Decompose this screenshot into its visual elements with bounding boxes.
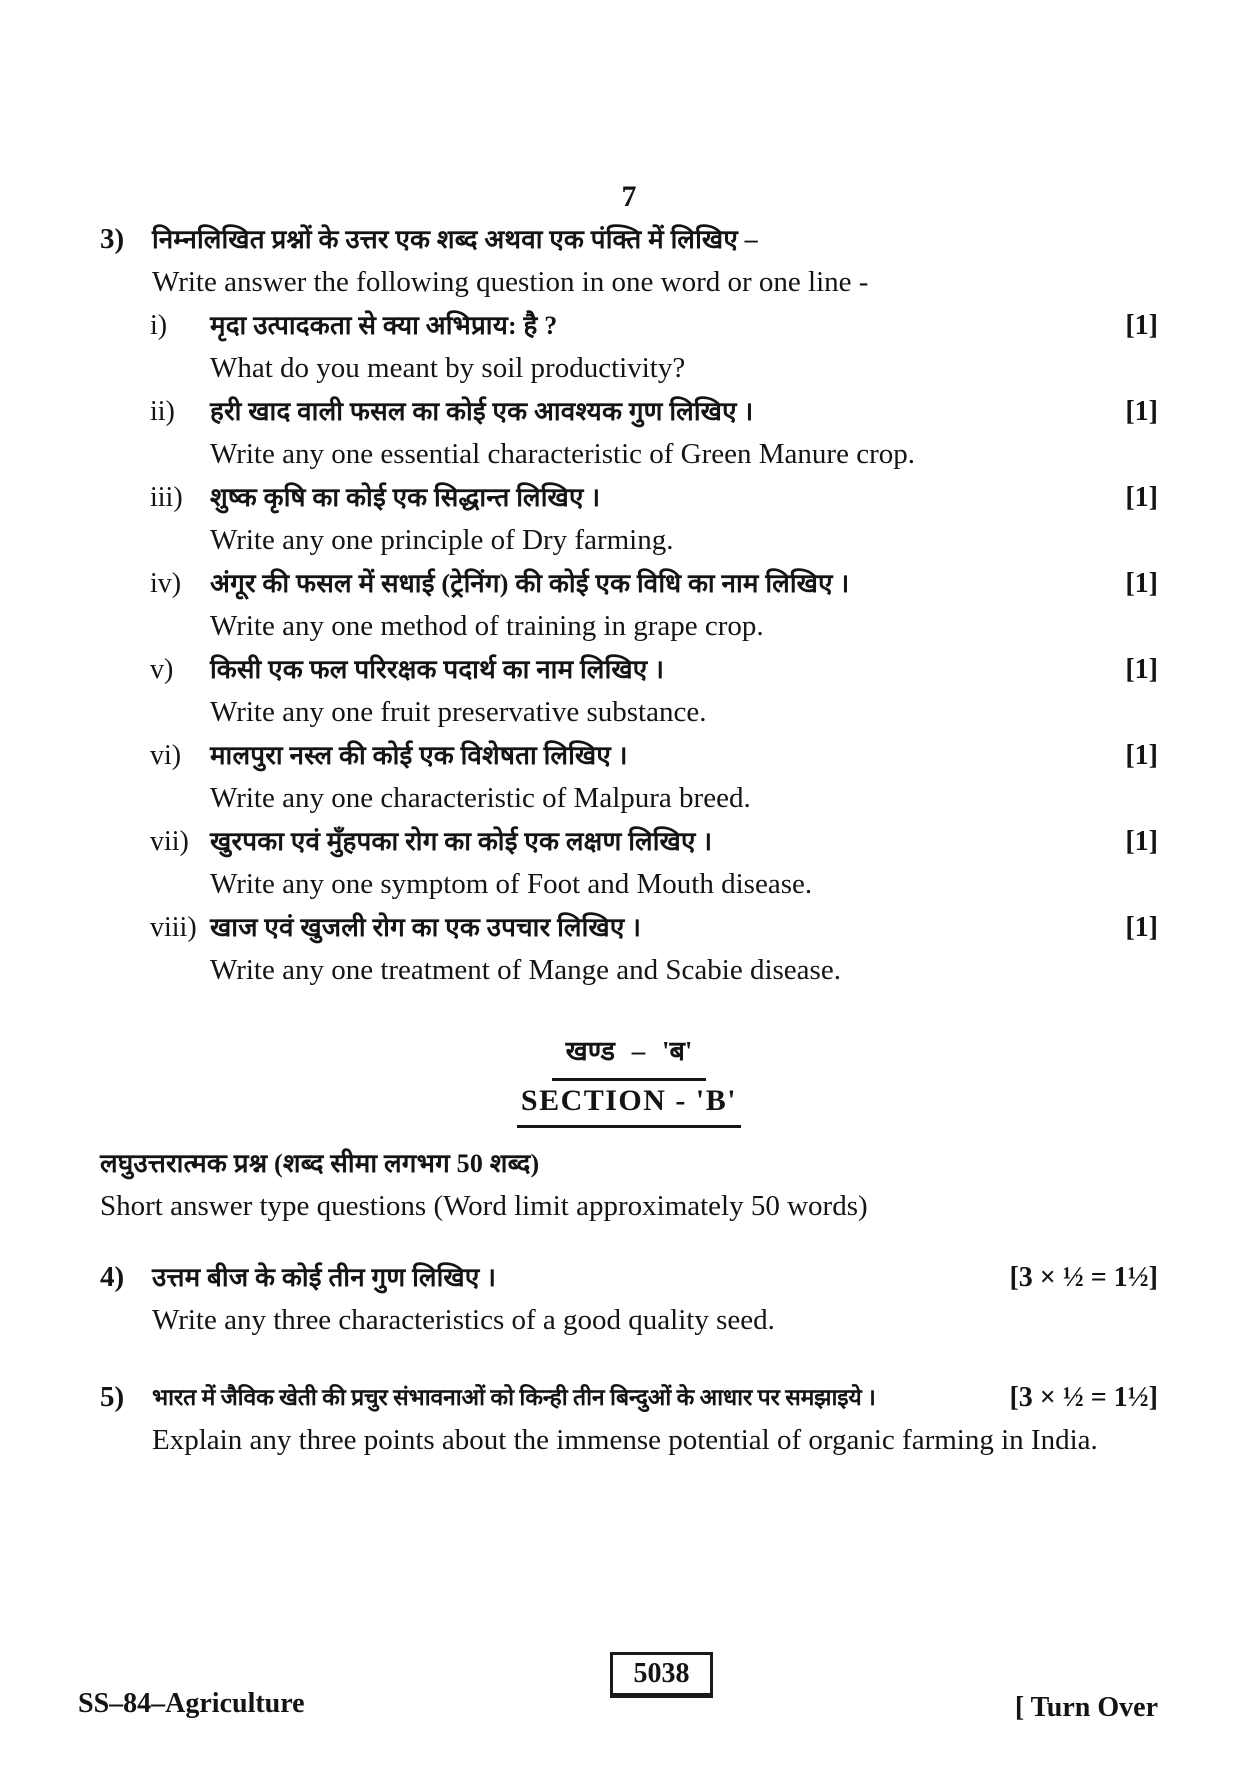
question-3-text-hindi: निम्नलिखित प्रश्नों के उत्तर एक शब्द अथवा एक पंक्ति में लिखिए – [152,225,758,254]
roman-numeral: viii) [150,912,197,943]
sub-question-row [0,390,1158,433]
sub-question-english-row [0,863,1158,906]
question-3-text-english: Write answer the following question in one word or one line - [152,266,869,298]
marks-badge: [1] [1125,740,1158,771]
section-b-heading-english-row [0,1079,1158,1122]
sub-question-english-row [0,519,1158,562]
sub-question-english: Write any one treatment of Mange and Scabie disease. [210,954,841,986]
section-b-note-hindi-row [0,1142,1158,1185]
sub-question-english-row [0,605,1158,648]
question-3-number: 3) [100,223,125,255]
question-5-number: 5) [100,1381,125,1413]
sub-question-english-row [0,691,1158,734]
roman-numeral: vii) [150,826,189,857]
sub-question-row [0,648,1158,691]
question-3-english-row [0,261,1158,304]
sub-question-hindi: अंगूर की फसल में सधाई (ट्रेनिंग) की कोई एक विधि का नाम लिखिए । [210,569,850,598]
question-5-text-hindi: भारत में जैविक खेती की प्रचुर संभावनाओं को किन्ही तीन बिन्दुओं के आधार पर समझाइये । [152,1385,876,1410]
sub-question-hindi: खाज एवं खुजली रोग का एक उपचार लिखिए । [210,913,642,942]
marks-badge: [1] [1125,482,1158,513]
sub-question-hindi: मालपुरा नस्ल की कोई एक विशेषता लिखिए । [210,741,628,770]
question-5-text-english: Explain any three points about the immense potential of organic farming in India. [152,1424,1098,1456]
marks-badge: [1] [1125,654,1158,685]
sub-question-row [0,734,1158,777]
question-4-text-english: Write any three characteristics of a good quality seed. [152,1304,775,1336]
sub-question-row [0,476,1158,519]
sub-question-hindi: किसी एक फल परिरक्षक पदार्थ का नाम लिखिए । [210,655,665,684]
question-4-hindi-row [0,1256,1158,1299]
roman-numeral: i) [150,310,168,341]
marks-badge: [1] [1125,912,1158,943]
section-b-note-hindi: लघुउत्तरात्मक प्रश्न (शब्द सीमा लगभग 50 शब्द) [100,1149,540,1178]
sub-question-hindi: शुष्क कृषि का कोई एक सिद्धान्त लिखिए । [210,483,601,512]
sub-question-english: Write any one characteristic of Malpura breed. [210,782,751,814]
sub-question-hindi: मृदा उत्पादकता से क्या अभिप्राय: है ? [210,311,558,340]
question-3-hindi-row [0,218,1158,261]
sub-question-english: Write any one principle of Dry farming. [210,524,674,556]
roman-numeral: vi) [150,740,182,771]
sub-question-row [0,304,1158,347]
sub-question-english-row [0,347,1158,390]
section-b-note-english-row [0,1185,1158,1228]
question-5-english-row [0,1419,1158,1462]
sub-question-english: Write any one fruit preservative substance. [210,696,707,728]
sub-question-english: Write any one symptom of Foot and Mouth disease. [210,868,813,900]
question-4-english-row [0,1299,1158,1342]
sub-question-hindi: हरी खाद वाली फसल का कोई एक आवश्यक गुण लिखिए । [210,397,754,426]
sub-question-row [0,562,1158,605]
turn-over-label: [ Turn Over [1014,1692,1158,1723]
sub-question-english-row [0,949,1158,992]
sub-question-english: Write any one method of training in grape crop. [210,610,764,642]
marks-badge: [1] [1125,826,1158,857]
sub-question-english: What do you meant by soil productivity? [210,352,686,384]
question-4-number: 4) [100,1261,125,1293]
roman-numeral: iv) [150,568,182,599]
paper-code: SS–84–Agriculture [78,1688,305,1719]
question-5-hindi-row [0,1376,1158,1419]
page-number: 7 [621,180,637,213]
sub-question-row [0,820,1158,863]
marks-badge: [3 × ½ = 1½] [1009,1382,1158,1413]
section-b-heading-hindi-row [0,1030,1158,1073]
roman-numeral: ii) [150,396,175,427]
marks-badge: [1] [1125,396,1158,427]
sub-question-english-row [0,777,1158,820]
marks-badge: [1] [1125,568,1158,599]
marks-badge: [3 × ½ = 1½] [1009,1262,1158,1293]
sub-question-hindi: खुरपका एवं मुँहपका रोग का कोई एक लक्षण लिखिए । [210,827,713,856]
section-b-heading-hindi: खण्ड – 'ब' [552,1030,707,1081]
section-b-note-english: Short answer type questions (Word limit approximately 50 words) [100,1190,868,1222]
sub-question-english: Write any one essential characteristic of Green Manure crop. [210,438,915,470]
serial-number-box: 5038 [610,1652,713,1698]
sub-question-row [0,906,1158,949]
section-b-heading-english: SECTION - 'B' [517,1079,741,1128]
roman-numeral: v) [150,654,174,685]
roman-numeral: iii) [150,482,183,513]
sub-question-english-row [0,433,1158,476]
question-4-text-hindi: उत्तम बीज के कोई तीन गुण लिखिए । [152,1263,497,1292]
marks-badge: [1] [1125,310,1158,341]
